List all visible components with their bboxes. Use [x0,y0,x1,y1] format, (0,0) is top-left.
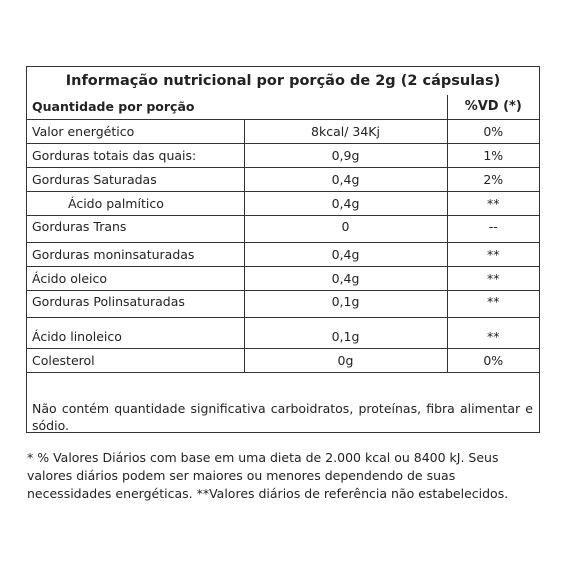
nutrient-amount: 0,4g [244,167,447,191]
nutrient-amount: 8kcal/ 34Kj [244,119,447,143]
table-row [27,290,539,317]
nutrient-name: Ácido palmítico [27,191,244,215]
nutrient-amount: 0,4g [244,242,447,266]
header-spacer [244,95,447,119]
nutrient-name: Gorduras Trans [27,215,244,242]
nutrient-amount: 0g [244,348,447,372]
nutrient-daily-value: 1% [447,143,539,167]
nutrient-name: Ácido oleico [27,266,244,290]
nutrient-daily-value: ** [447,242,539,266]
nutrient-name: Gorduras totais das quais: [27,143,244,167]
nutrition-facts-panel [26,66,540,433]
nutrient-amount: 0,4g [244,266,447,290]
nutrient-amount: 0,4g [244,191,447,215]
nutrient-daily-value: ** [447,191,539,215]
table-row [27,215,539,242]
daily-values-footnote: * % Valores Diários com base em uma dieta de 2.000 kcal ou 8400 kJ. Seus valores diários podem ser maiores ou menores dependendo de suas necessidades energéticas. **Valores diários de referência não estabelecidos. [27,450,509,501]
daily-value-header: %VD (*) [447,95,539,119]
serving-quantity-header: Quantidade por porção [27,95,244,119]
table-row [27,266,539,290]
nutrient-daily-value: -- [447,215,539,242]
table-row [27,143,539,167]
nutrient-name: Gorduras Saturadas [27,167,244,191]
nutrient-name: Gorduras moninsaturadas [27,242,244,266]
table-header-row [27,95,539,119]
nutrient-daily-value: 2% [447,167,539,191]
nutrient-daily-value: ** [447,266,539,290]
nutrient-daily-value: 0% [447,119,539,143]
table-row [27,317,539,348]
nutrient-amount: 0,9g [244,143,447,167]
nutrition-title: Informação nutricional por porção de 2g (2 cápsulas) [27,67,539,96]
nutrient-daily-value: ** [447,290,539,317]
nutrient-amount: 0,1g [244,317,447,348]
table-row [27,191,539,215]
table-row [27,348,539,372]
nutrient-daily-value: ** [447,317,539,348]
nutrition-table [27,95,539,373]
nutrient-daily-value: 0% [447,348,539,372]
table-row [27,242,539,266]
table-row [27,119,539,143]
nutrient-name: Colesterol [27,348,244,372]
nutrient-name: Ácido linoleico [27,317,244,348]
table-row [27,167,539,191]
nutrient-name: Gorduras Polinsaturadas [27,290,244,317]
nutrition-note: Não contém quantidade significativa carboidratos, proteínas, fibra alimentar e sódio. [32,401,533,433]
nutrient-amount: 0 [244,215,447,242]
nutrient-amount: 0,1g [244,290,447,317]
nutrient-name: Valor energético [27,119,244,143]
